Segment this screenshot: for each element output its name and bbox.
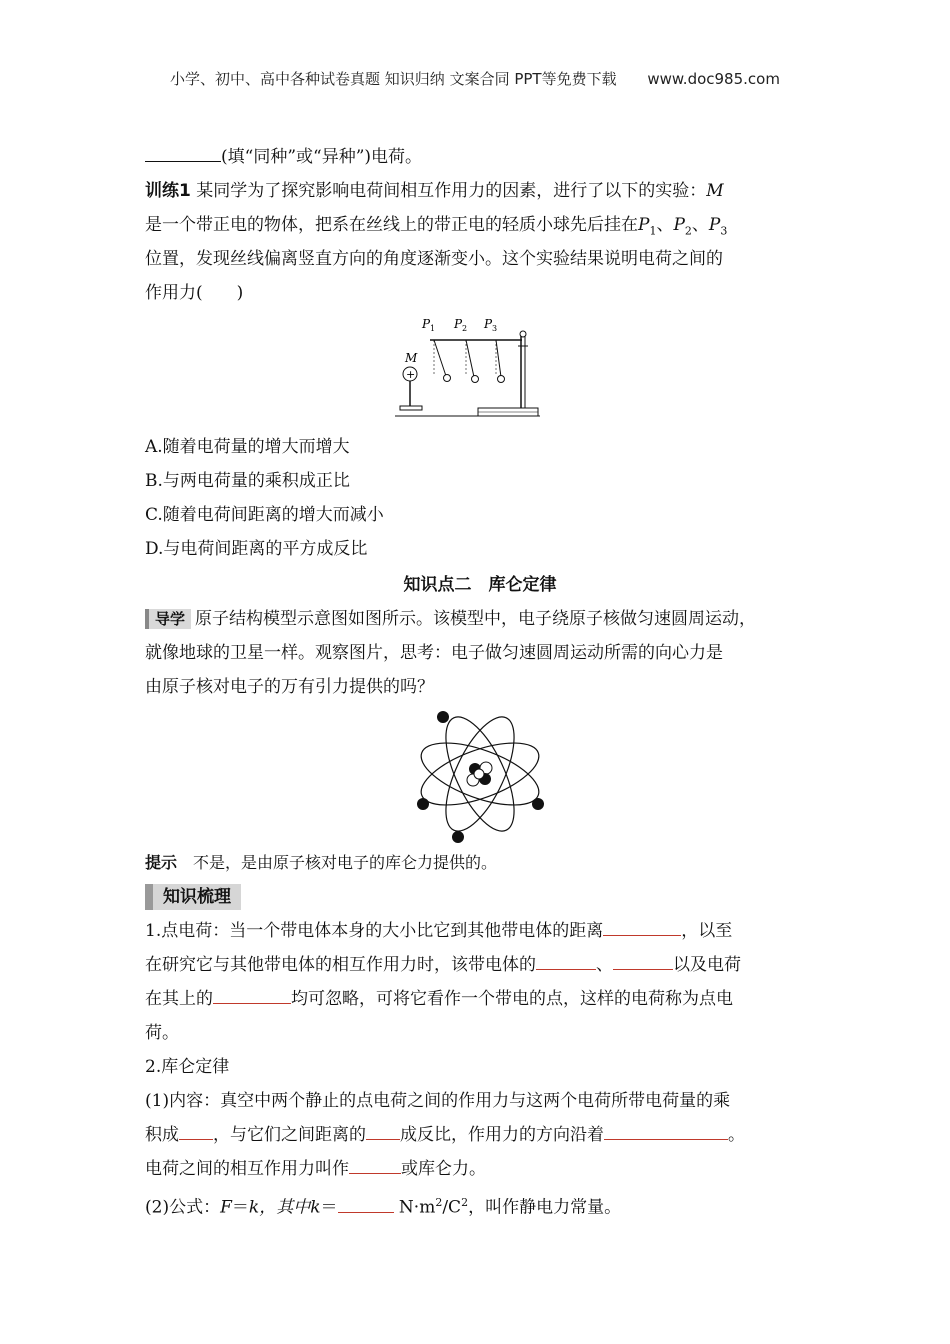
hint-label: 提示 xyxy=(145,853,178,872)
atom-figure xyxy=(145,704,815,846)
exercise-line-1 xyxy=(145,174,815,208)
text: (2)公式： xyxy=(145,1197,221,1218)
nucleon xyxy=(474,769,484,779)
header-left-text: 小学、初中、高中各种试卷真题 知识归纳 文案合同 PPT等免费下载 xyxy=(170,70,617,88)
text: 成反比，作用力的方向沿着 xyxy=(400,1125,604,1145)
exercise-text: 是一个带正电的物体，把系在丝线上的带正电的轻质小球先后挂在 xyxy=(145,215,638,235)
label-p3-sub: 3 xyxy=(492,324,498,333)
text: 以及电荷 xyxy=(673,955,741,975)
point-charge-line-1 xyxy=(145,914,815,948)
ball-p1 xyxy=(444,375,451,382)
var-p: P xyxy=(708,215,721,235)
electron xyxy=(532,798,544,810)
exercise-text: 作用力( ) xyxy=(145,283,244,303)
experiment-diagram xyxy=(390,314,560,426)
text: ，叫作静电力常量。 xyxy=(468,1197,622,1218)
page-header xyxy=(0,68,950,89)
option-c[interactable]: C.随着电荷间距离的增大而减小 xyxy=(145,505,384,525)
atom-diagram xyxy=(410,704,550,844)
ball-p3 xyxy=(498,376,505,383)
var-k: k xyxy=(310,1197,321,1218)
text: 在研究它与其他带电体的相互作用力时，该带电体的 xyxy=(145,955,536,975)
stand-foot xyxy=(400,406,422,410)
label-p3: P xyxy=(484,317,493,331)
fill-line-top xyxy=(145,140,815,174)
option-a[interactable]: A.随着电荷量的增大而增大 xyxy=(145,437,350,457)
fill-line-text: (填“同种”或“异种”)电荷。 xyxy=(221,147,423,167)
text: 积成 xyxy=(145,1125,179,1145)
exercise-line-2 xyxy=(145,208,815,242)
label-m: M xyxy=(405,351,418,365)
text: 。 xyxy=(728,1125,745,1145)
stand-clamp xyxy=(520,331,526,337)
subscript: 1 xyxy=(649,224,657,238)
label-p2: P xyxy=(454,317,463,331)
text: 均可忽略，可将它看作一个带电的点，这样的电荷称为点电 xyxy=(291,989,733,1009)
page-content xyxy=(145,140,815,1220)
subscript: 3 xyxy=(720,224,728,238)
knowledge-bar-row xyxy=(145,880,815,914)
exercise-label: 训练1 xyxy=(145,181,191,201)
header-url: www.doc985.com xyxy=(647,70,780,88)
separator: 、 xyxy=(691,215,709,235)
coulomb-formula xyxy=(145,1186,815,1220)
answer-blank[interactable] xyxy=(536,950,596,970)
guide-line-1 xyxy=(145,602,815,636)
hint-line xyxy=(145,846,815,880)
guide-line-3: 由原子核对电子的万有引力提供的吗？ xyxy=(145,677,434,697)
point-charge-line-2 xyxy=(145,948,815,982)
answer-blank[interactable] xyxy=(603,916,681,936)
electron xyxy=(417,798,429,810)
label-p2-sub: 2 xyxy=(462,324,468,333)
text: 或库仑力。 xyxy=(401,1159,486,1179)
guide-text: 原子结构模型示意图如图所示。该模型中，电子绕原子核做匀速圆周运动， xyxy=(195,609,757,629)
answer-blank[interactable] xyxy=(338,1193,394,1213)
option-b[interactable]: B.与两电荷量的乘积成正比 xyxy=(145,471,350,491)
coulomb-title: 2.库仑定律 xyxy=(145,1057,230,1077)
electron xyxy=(437,711,449,723)
label-p1: P xyxy=(422,317,431,331)
guide-tag: 导学 xyxy=(145,609,191,629)
unit: N·m xyxy=(398,1197,436,1218)
coulomb-content-1: (1)内容：真空中两个静止的点电荷之间的作用力与这两个电荷所带电荷量的乘 xyxy=(145,1091,731,1111)
thread-p1 xyxy=(434,340,446,376)
answer-blank[interactable] xyxy=(613,950,673,970)
knowledge-bar: 知识梳理 xyxy=(145,884,241,910)
answer-blank[interactable] xyxy=(145,142,221,162)
thread-p2 xyxy=(466,340,474,377)
answer-blank[interactable] xyxy=(604,1120,728,1140)
guide-line-2: 就像地球的卫星一样。观察图片，思考：电子做匀速圆周运动所需的向心力是 xyxy=(145,643,723,663)
superscript: 2 xyxy=(435,1196,443,1209)
label-p1-sub: 1 xyxy=(430,324,436,333)
text: 电荷之间的相互作用力叫作 xyxy=(145,1159,349,1179)
text: ，与它们之间距离的 xyxy=(213,1125,366,1145)
var-k: k xyxy=(248,1197,260,1218)
answer-blank[interactable] xyxy=(349,1154,401,1174)
point-charge-line-3 xyxy=(145,982,815,1016)
ball-p2 xyxy=(472,376,479,383)
experiment-figure xyxy=(145,314,815,430)
separator: 、 xyxy=(656,215,674,235)
text: ，以至 xyxy=(681,921,733,941)
var-p: P xyxy=(638,215,650,235)
text: ，其中 xyxy=(259,1197,311,1218)
answer-blank[interactable] xyxy=(179,1120,213,1140)
text: 1.点电荷：当一个带电体本身的大小比它到其他带电体的距离 xyxy=(145,921,604,941)
subscript: 2 xyxy=(684,224,692,238)
var-p: P xyxy=(673,215,685,235)
electron xyxy=(452,831,464,843)
exercise-line-4 xyxy=(145,276,815,310)
answer-blank[interactable] xyxy=(213,984,291,1004)
exercise-text: 位置，发现丝线偏离竖直方向的角度逐渐变小。这个实验结果说明电荷之间的 xyxy=(145,249,723,269)
exercise-line-3 xyxy=(145,242,815,276)
point-charge-line-4: 荷。 xyxy=(145,1023,179,1043)
text: ＝ xyxy=(231,1197,249,1218)
var-f: F xyxy=(220,1197,232,1218)
hint-text: 不是，是由原子核对电子的库仑力提供的。 xyxy=(193,853,498,872)
plus-sign: + xyxy=(406,368,416,381)
thread-p3 xyxy=(496,340,501,377)
text: 在其上的 xyxy=(145,989,213,1009)
option-d[interactable]: D.与电荷间距离的平方成反比 xyxy=(145,539,368,559)
coulomb-content-3 xyxy=(145,1152,815,1186)
answer-blank[interactable] xyxy=(366,1120,400,1140)
var-m: M xyxy=(706,181,724,201)
unit: /C xyxy=(442,1197,462,1218)
section-title: 知识点二 库仑定律 xyxy=(403,575,557,595)
superscript: 2 xyxy=(461,1196,469,1209)
text: 、 xyxy=(596,955,613,975)
coulomb-content-2 xyxy=(145,1118,815,1152)
text: ＝ xyxy=(320,1197,338,1218)
exercise-text: 某同学为了探究影响电荷间相互作用力的因素，进行了以下的实验： xyxy=(196,181,707,201)
